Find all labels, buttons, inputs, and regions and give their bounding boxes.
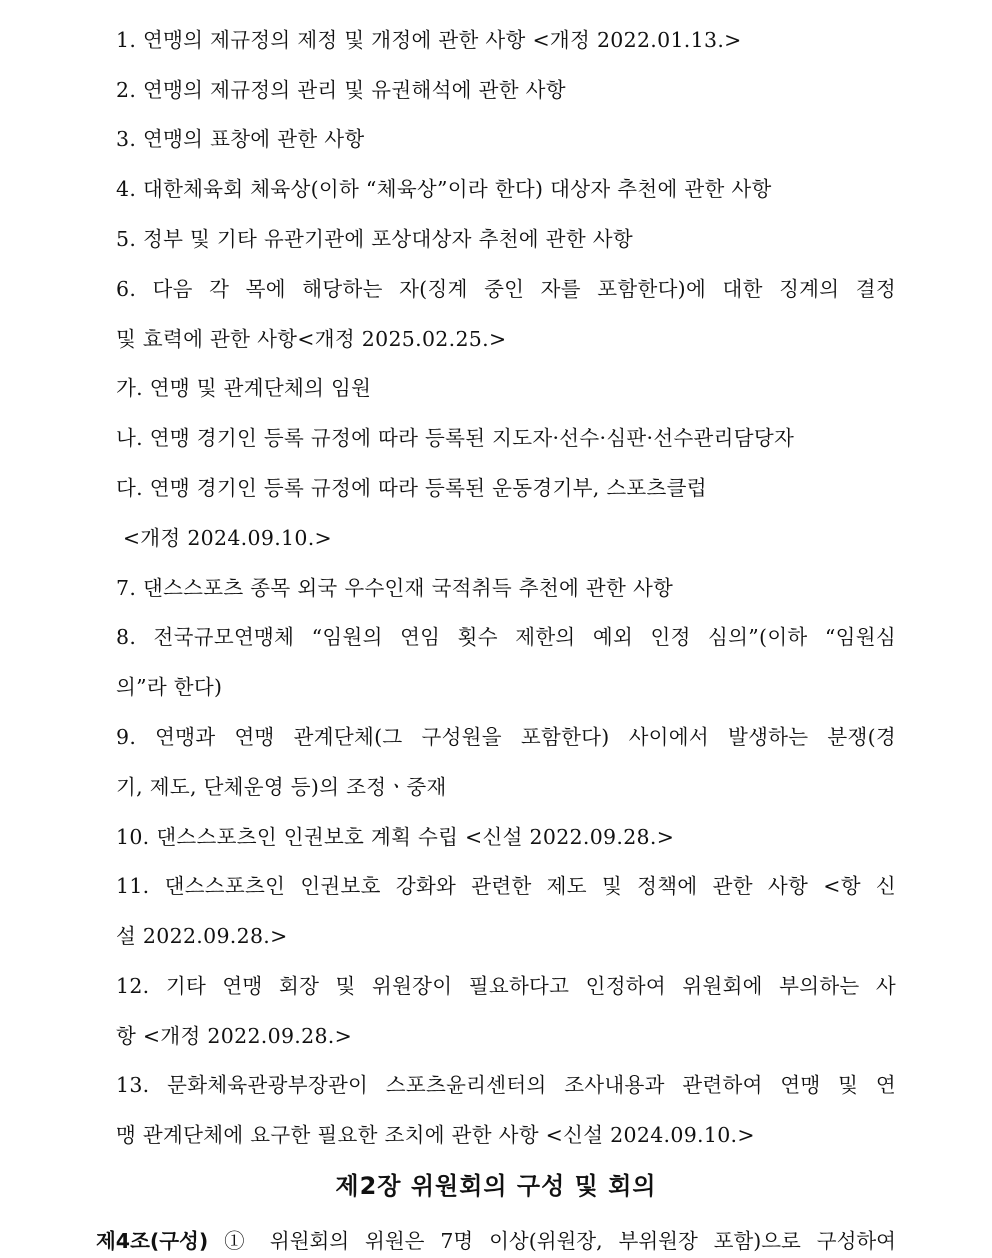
list-item-12: 12. 기타 연맹 회장 및 위원장이 필요하다고 인정하여 위원회에 부의하는 사 bbox=[116, 974, 896, 998]
list-item-13-continued: 맹 관계단체에 요구한 필요한 조치에 관한 사항 <신설 2024.09.10.> bbox=[116, 1123, 755, 1147]
chapter-heading: 제2장 위원회의 구성 및 회의 bbox=[335, 1172, 657, 1200]
list-item-6-continued: 및 효력에 관한 사항<개정 2025.02.25.> bbox=[116, 327, 507, 351]
list-item-13: 13. 문화체육관광부장관이 스포츠윤리센터의 조사내용과 관련하여 연맹 및 연 bbox=[116, 1073, 896, 1097]
list-item-9-continued: 기, 제도, 단체운영 등)의 조정ㆍ중재 bbox=[116, 775, 447, 799]
sub-item-da-amendment: <개정 2024.09.10.> bbox=[116, 526, 332, 550]
list-item-1: 1. 연맹의 제규정의 제정 및 개정에 관한 사항 <개정 2022.01.13.> bbox=[116, 28, 742, 52]
sub-item-na: 나. 연맹 경기인 등록 규정에 따라 등록된 지도자·선수·심판·선수관리담당자 bbox=[116, 426, 795, 450]
list-item-7: 7. 댄스스포츠 종목 외국 우수인재 국적취득 추천에 관한 사항 bbox=[116, 576, 674, 600]
list-item-10: 10. 댄스스포츠인 인권보호 계획 수립 <신설 2022.09.28.> bbox=[116, 825, 675, 849]
list-item-12-continued: 항 <개정 2022.09.28.> bbox=[116, 1024, 353, 1048]
list-item-9: 9. 연맹과 연맹 관계단체(그 구성원을 포함한다) 사이에서 발생하는 분쟁(경 bbox=[116, 725, 896, 749]
list-item-8-continued: 의”라 한다) bbox=[116, 675, 223, 699]
list-item-8: 8. 전국규모연맹체 “임원의 연임 횟수 제한의 예외 인정 심의”(이하 “임원심 bbox=[116, 625, 896, 649]
list-item-2: 2. 연맹의 제규정의 관리 및 유권해석에 관한 사항 bbox=[116, 78, 566, 102]
list-item-5: 5. 정부 및 기타 유관기관에 포상대상자 추천에 관한 사항 bbox=[116, 227, 633, 251]
sub-item-ga: 가. 연맹 및 관계단체의 임원 bbox=[116, 376, 372, 400]
list-item-4: 4. 대한체육회 체육상(이하 “체육상”이라 한다) 대상자 추천에 관한 사항 bbox=[116, 177, 772, 201]
list-item-6: 6. 다음 각 목에 해당하는 자(징계 중인 자를 포함한다)에 대한 징계의 결정 bbox=[116, 277, 896, 301]
list-item-11: 11. 댄스스포츠인 인권보호 강화와 관련한 제도 및 정책에 관한 사항 <항 신 bbox=[116, 874, 896, 898]
article-4-line bbox=[96, 1227, 896, 1255]
article-text: ① 위원회의 위원은 7명 이상(위원장, 부위원장 포함)으로 구성하여 bbox=[224, 1229, 896, 1253]
sub-item-da: 다. 연맹 경기인 등록 규정에 따라 등록된 운동경기부, 스포츠클럽 bbox=[116, 476, 707, 500]
list-item-11-continued: 설 2022.09.28.> bbox=[116, 924, 288, 948]
list-item-3: 3. 연맹의 표창에 관한 사항 bbox=[116, 127, 365, 151]
article-title: 제4조(구성) bbox=[96, 1229, 209, 1253]
